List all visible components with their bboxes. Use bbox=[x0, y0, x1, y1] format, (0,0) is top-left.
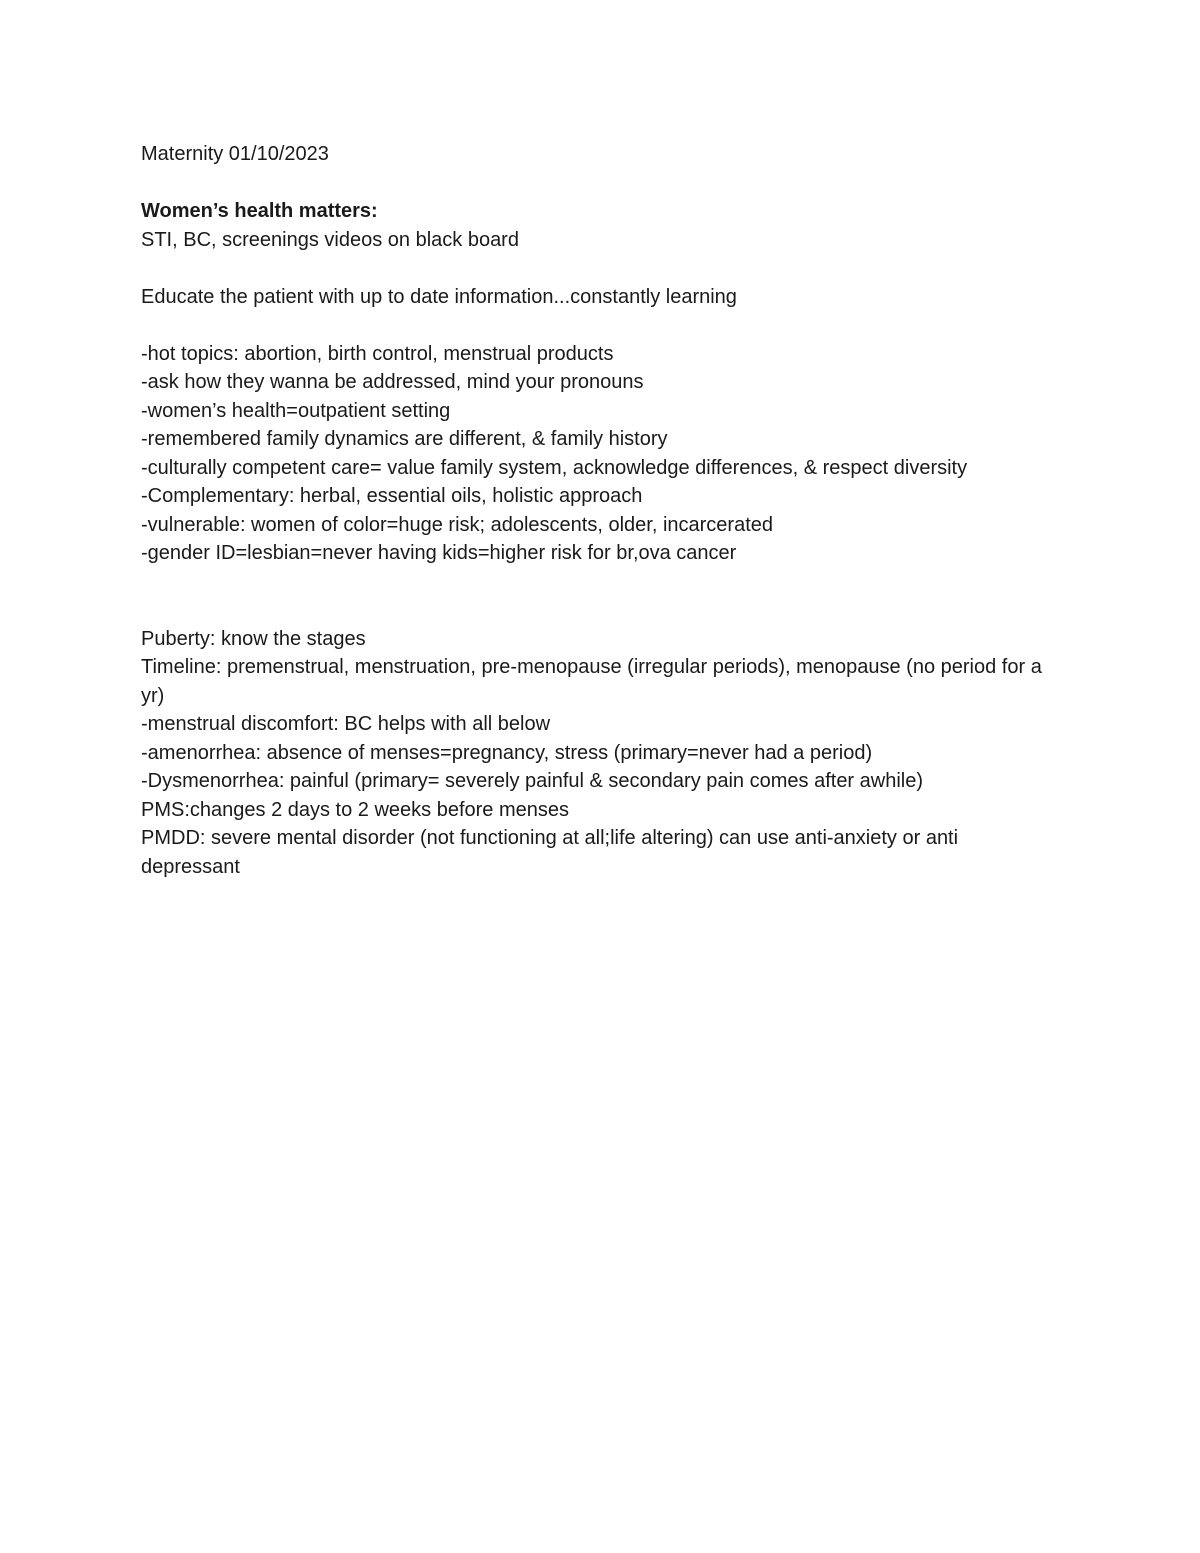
text-line: STI, BC, screenings videos on black board bbox=[141, 228, 519, 251]
spacer bbox=[141, 596, 1051, 625]
bullet-line: -remembered family dynamics are different, & family history bbox=[141, 428, 668, 450]
bullet-line: -gender ID=lesbian=never having kids=higher risk for br,ova cancer bbox=[141, 542, 737, 564]
text-line: PMDD: severe mental disorder (not functioning at all;life altering) can use anti-anxiety or anti depressant bbox=[141, 827, 964, 878]
text-line: -menstrual discomfort: BC helps with all below bbox=[141, 713, 551, 735]
spacer bbox=[141, 311, 1051, 340]
text-line: PMS:changes 2 days to 2 weeks before menses bbox=[141, 798, 570, 821]
bullet-line: -hot topics: abortion, birth control, menstrual products bbox=[141, 342, 614, 365]
spacer bbox=[141, 169, 1051, 198]
bullet-line: -vulnerable: women of color=huge risk; adolescents, older, incarcerated bbox=[141, 513, 774, 536]
spacer bbox=[141, 568, 1051, 597]
bullet-line: -ask how they wanna be addressed, mind your pronouns bbox=[141, 371, 644, 393]
section-heading: Women’s health matters: bbox=[141, 200, 378, 222]
bullet-line: -culturally competent care= value family system, acknowledge differences, & respect diversity bbox=[141, 456, 968, 479]
text-line: Educate the patient with up to date information...constantly learning bbox=[141, 285, 737, 308]
text-line: -Dysmenorrhea: painful (primary= severely painful & secondary pain comes after awhile) bbox=[141, 770, 924, 792]
bullet-line: -Complementary: herbal, essential oils, holistic approach bbox=[141, 485, 643, 507]
bullet-line: -women’s health=outpatient setting bbox=[141, 399, 451, 422]
document-body bbox=[141, 140, 1051, 881]
spacer bbox=[141, 254, 1051, 283]
text-line: Timeline: premenstrual, menstruation, pre-menopause (irregular periods), menopause (no period for a yr) bbox=[141, 656, 1048, 707]
text-line: -amenorrhea: absence of menses=pregnancy, stress (primary=never had a period) bbox=[141, 741, 873, 764]
document-title: Maternity 01/10/2023 bbox=[141, 143, 329, 165]
text-line: Puberty: know the stages bbox=[141, 627, 366, 650]
